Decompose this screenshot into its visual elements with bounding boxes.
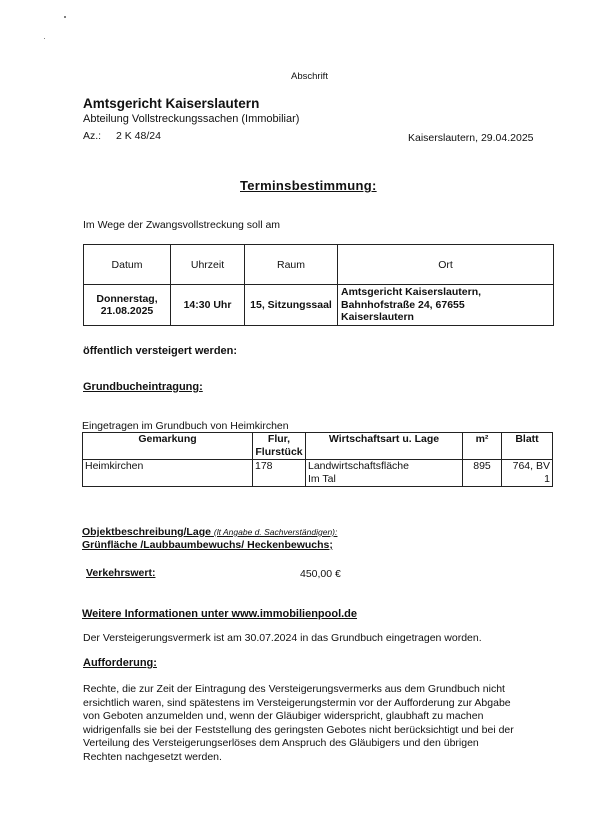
objekt-title	[82, 526, 337, 538]
aufforderung-line: von Geboten anzumelden und, wenn der Gläubiger widerspricht, glaubhaft zu machen	[83, 710, 484, 723]
place-line: Amtsgericht Kaiserslautern,	[341, 286, 482, 299]
blatt-line: 1	[544, 472, 550, 485]
header-area: m²	[463, 433, 502, 460]
reference-value: 2 K 48/24	[116, 130, 161, 142]
aufforderung-title: Aufforderung:	[83, 657, 157, 669]
place-line: Bahnhofstraße 24, 67655	[341, 298, 465, 311]
header-gemarkung: Gemarkung	[83, 433, 253, 460]
scan-speck	[44, 38, 45, 39]
header-flur-line: Flur,	[267, 433, 291, 445]
schedule-data-row	[84, 285, 554, 326]
header-blatt: Blatt	[502, 433, 553, 460]
date-weekday: Donnerstag,	[96, 292, 158, 305]
aufforderung-line: Verteilung des Versteigerungserlöses dem Anspruch des Gläubigers und den übrigen	[83, 737, 479, 750]
court-department: Abteilung Vollstreckungssachen (Immobiliar)	[83, 113, 300, 125]
verkehrswert-value: 450,00 €	[300, 568, 341, 580]
cell-flurstueck: 178	[253, 460, 306, 487]
grundbuch-header-row	[83, 433, 553, 460]
auctioned-text: öffentlich versteigert werden:	[83, 345, 238, 357]
reference-label: Az.:	[83, 130, 102, 142]
wirtschaftsart-line: Im Tal	[308, 472, 336, 485]
scan-speck	[64, 16, 66, 18]
place-line: Kaiserslautern	[341, 311, 414, 324]
objekt-note: (lt Angabe d. Sachverständigen):	[213, 527, 338, 537]
schedule-header-row	[84, 245, 554, 285]
verkehrswert-label: Verkehrswert:	[86, 567, 156, 579]
cell-time: 14:30 Uhr	[171, 285, 245, 326]
cell-date	[84, 285, 171, 326]
cell-gemarkung: Heimkirchen	[83, 460, 253, 487]
objekt-title-text: Objektbeschreibung/Lage	[82, 526, 211, 538]
intro-text: Im Wege der Zwangsvollstreckung soll am	[83, 219, 281, 231]
aufforderung-line: Rechte, die zur Zeit der Eintragung des Versteigerungsvermerks aus dem Grundbuch nicht	[83, 683, 505, 695]
date-value: 21.08.2025	[100, 305, 154, 317]
header-ort: Ort	[338, 245, 554, 285]
vermerk-text: Der Versteigerungsvermerk ist am 30.07.2024 in das Grundbuch eingetragen worden.	[83, 632, 482, 644]
aufforderung-line: widrigenfalls sie bei der Feststellung des geringsten Gebotes nicht berücksichtigt und bei der	[83, 723, 514, 736]
aufforderung-text	[83, 683, 553, 765]
header-datum: Datum	[84, 245, 171, 285]
blatt-line: 764, BV	[512, 460, 550, 472]
info-line: Weitere Informationen unter www.immobilienpool.de	[82, 608, 358, 620]
header-wirtschaftsart: Wirtschaftsart u. Lage	[306, 433, 463, 460]
table-row	[83, 460, 553, 487]
header-raum: Raum	[245, 245, 338, 285]
cell-room: 15, Sitzungssaal	[245, 285, 338, 326]
aufforderung-line: Rechten nachgesetzt werden.	[83, 750, 222, 763]
place-date: Kaiserslautern, 29.04.2025	[408, 132, 534, 144]
grundbuch-table	[82, 432, 553, 487]
header-flur-line: Flurstück	[255, 445, 303, 458]
objekt-description: Grünfläche /Laubbaumbewuchs/ Heckenbewuchs;	[82, 539, 333, 551]
grundbuch-section-title: Grundbucheintragung:	[83, 381, 203, 393]
cell-blatt	[502, 460, 553, 487]
header-flur	[253, 433, 306, 460]
aufforderung-line: ersichtlich waren, sind spätestens im Versteigerungstermin vor der Aufforderung zur Abgabe	[83, 696, 511, 709]
wirtschaftsart-line: Landwirtschaftsfläche	[308, 460, 409, 472]
copy-label: Abschrift	[291, 71, 328, 82]
register-intro: Eingetragen im Grundbuch von Heimkirchen	[82, 420, 289, 432]
schedule-table	[83, 244, 554, 326]
cell-place	[338, 285, 554, 326]
document-title: Terminsbestimmung:	[240, 178, 377, 193]
cell-area: 895	[463, 460, 502, 487]
court-name: Amtsgericht Kaiserslautern	[83, 96, 260, 111]
header-uhrzeit: Uhrzeit	[171, 245, 245, 285]
cell-wirtschaftsart	[306, 460, 463, 487]
